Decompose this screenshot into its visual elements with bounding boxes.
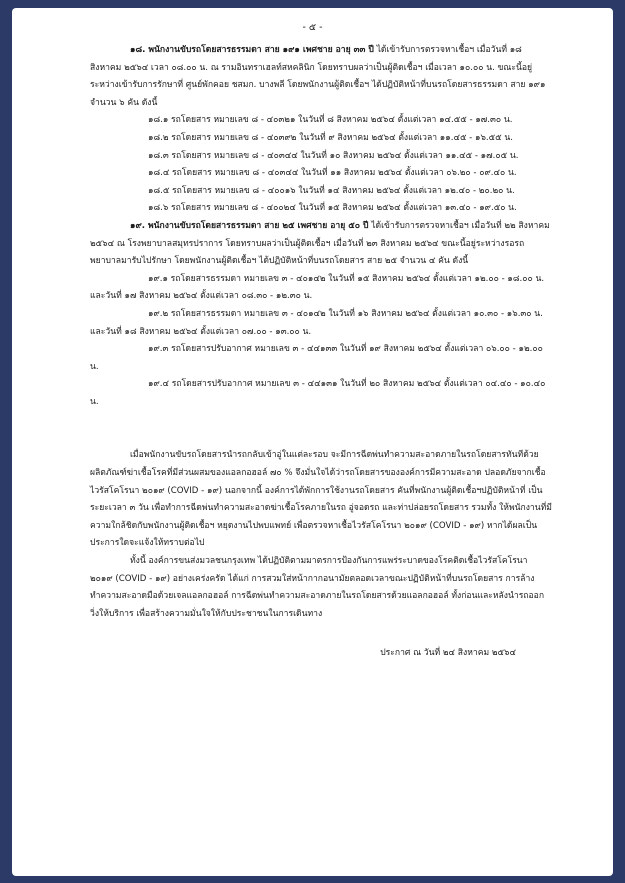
section-18-item: ๑๘.๖ รถโดยสาร หมายเลข ๘ - ๔๐๐๒๔ ในวันที่ ๑๕ สิงหาคม ๒๕๖๔ ตั้งแต่เวลา ๑๓.๔๐ - ๑๙.๕๐ น. [148, 203, 517, 214]
announcement-date: ประกาศ ณ วันที่ ๒๔ สิงหาคม ๒๕๖๔ [380, 648, 516, 659]
section-18-item: ๑๘.๔ รถโดยสาร หมายเลข ๘ - ๔๐๓๔๔ ในวันที่ ๑๑ สิงหาคม ๒๕๖๔ ตั้งแต่เวลา ๐๖.๒๐ - ๐๙.๔๐ น. [148, 168, 517, 179]
measures-paragraph: ทั้งนี้ องค์การขนส่งมวลชนกรุงเทพ ได้ปฏิบัติตามมาตรการป้องกันการแพร่ระบาดของโรคติดเชื้อไวรัสโคโรนา ๒๐๑๙ (COVID - ๑๙) อย่างเคร่งครัด ได้แก่ การสวมใส่หน้ากากอนามัยตลอดเวลาขณะปฏิบัติหน้าที่บนรถโดยสาร การล้างทำความสะอาดมือด้วยเจลแอลกอฮอล์ การฉีดพ่นทำความสะอาดภายในรถโดยสารด้วยแอลกอฮอล์ ทั้งก่อนและหลังนำรถออกวิ่งให้บริการ เพื่อสร้างความมั่นใจให้กับประชาชนในการเดินทาง [90, 556, 545, 619]
section-18-item: ๑๘.๑ รถโดยสาร หมายเลข ๘ - ๔๐๓๒๑ ในวันที่ ๘ สิงหาคม ๒๕๖๔ ตั้งแต่เวลา ๑๔.๕๕ - ๑๗.๓๐ น. [148, 115, 513, 126]
section-18-heading: ๑๘. พนักงานขับรถโดยสารธรรมดา สาย ๑๙๑ เพศชาย อายุ ๓๓ ปี [130, 45, 374, 55]
section-19-body: ได้เข้ารับการตรวจหาเชื้อฯ เมื่อวันที่ ๒๒ สิงหาคม ๒๕๖๔ ณ โรงพยาบาลสมุทรปราการ โดยทราบผลว่าเป็นผู้ติดเชื้อฯ เมื่อวันที่ ๒๓ สิงหาคม ๒๕๖๔ ขณะนี้อยู่ระหว่างรอรถพยาบาลมารับไปรักษา โดยพนักงานผู้ติดเชื้อฯ ได้ปฏิบัติหน้าที่บนรถโดยสาร สาย ๒๕ จำนวน ๔ คัน ดังนี้ [90, 220, 550, 267]
section-19-item: ๑๙.๓ รถโดยสารปรับอากาศ หมายเลข ๓ - ๔๔๑๓๓ ในวันที่ ๑๙ สิงหาคม ๒๕๖๔ ตั้งแต่เวลา ๐๖.๐๐ - ๑๒.๐๐ น. [90, 344, 543, 372]
document-page [12, 8, 613, 876]
section-18-intro [90, 42, 552, 112]
section-18-body: ได้เข้ารับการตรวจหาเชื้อฯ เมื่อวันที่ ๑๘ สิงหาคม ๒๕๖๔ เวลา ๐๘.๐๐ น. ณ รามอินทราเฮลท์สหคลินิก โดยทราบผลว่าเป็นผู้ติดเชื้อฯ เมื่อเวลา ๑๐.๐๐ น. ขณะนี้อยู่ระหว่างเข้ารับการรักษาที่ ศูนย์พักคอย ชสมก. บางพลี โดยพนักงานผู้ติดเชื้อฯ ได้ปฏิบัติหน้าที่บนรถโดยสารธรรมดา สาย ๑๙๑ จำนวน ๖ คัน ดังนี้ [90, 45, 546, 108]
spacer [90, 411, 552, 447]
section-19-heading: ๑๙. พนักงานขับรถโดยสารธรรมดา สาย ๒๕ เพศชาย อายุ ๕๐ ปี [130, 220, 369, 231]
page-number: - ๕ - [302, 22, 323, 33]
section-19-intro [90, 218, 552, 271]
section-18-item: ๑๘.๕ รถโดยสาร หมายเลข ๘ - ๔๐๐๑๖ ในวันที่ ๑๔ สิงหาคม ๒๕๖๔ ตั้งแต่เวลา ๑๒.๔๐ - ๒๐.๒๐ น. [148, 185, 515, 196]
document-body [90, 42, 552, 663]
section-18-item: ๑๘.๒ รถโดยสาร หมายเลข ๘ - ๔๐๓๙๒ ในวันที่ ๙ สิงหาคม ๒๕๖๔ ตั้งแต่เวลา ๑๑.๔๕ - ๑๖.๕๕ น. [148, 132, 514, 143]
section-19-item: ๑๙.๒ รถโดยสารธรรมดา หมายเลข ๓ - ๔๐๑๔๒ ในวันที่ ๑๖ สิงหาคม ๒๕๖๔ ตั้งแต่เวลา ๑๐.๓๐ - ๑๖.๓๐ น. และวันที่ ๑๘ สิงหาคม ๒๕๖๔ ตั้งแต่เวลา ๐๗.๐๐ - ๑๓.๐๐ น. [90, 308, 543, 337]
cleaning-paragraph: เมื่อพนักงานขับรถโดยสารนำรถกลับเข้าอู่ในแต่ละรอบ จะมีการฉีดพ่นทำความสะอาดภายในรถโดยสารทันทีด้วยผลิตภัณฑ์ฆ่าเชื้อโรคที่มีส่วนผสมของแอลกอฮอล์ ๗๐ % จึงมั่นใจได้ว่ารถโดยสารขององค์การมีความสะอาด ปลอดภัยจากเชื้อไวรัสโคโรนา ๒๐๑๙ (COVID - ๑๙) นอกจากนี้ องค์การได้พักการใช้งานรถโดยสาร คันที่พนักงานผู้ติดเชื้อฯปฏิบัติหน้าที่ เป็นระยะเวลา ๓ วัน เพื่อทำการฉีดพ่นทำความสะอาดฆ่าเชื้อโรคภายในรถ อู่จอดรถ และท่าปล่อยรถโดยสาร รวมทั้ง ให้พนักงานที่มีความใกล้ชิดกับพนักงานผู้ติดเชื้อฯ หยุดงานไปพบแพทย์ เพื่อตรวจหาเชื้อไวรัสโคโรนา ๒๐๑๙ (COVID - ๑๙) หากได้ผลเป็นประการใดจะแจ้งให้ทราบต่อไป [90, 450, 552, 549]
section-19-item: ๑๙.๔ รถโดยสารปรับอากาศ หมายเลข ๓ - ๔๔๑๓๑ ในวันที่ ๒๐ สิงหาคม ๒๕๖๔ ตั้งแต่เวลา ๐๔.๔๐ - ๑๐.๔๐ น. [90, 379, 546, 407]
section-18-item: ๑๘.๓ รถโดยสาร หมายเลข ๘ - ๔๐๓๔๔ ในวันที่ ๑๐ สิงหาคม ๒๕๖๔ ตั้งแต่เวลา ๑๑.๔๕ - ๑๗.๐๕ น. [148, 150, 519, 161]
section-19-item: ๑๙.๑ รถโดยสารธรรมดา หมายเลข ๓ - ๔๐๑๔๒ ในวันที่ ๑๕ สิงหาคม ๒๕๖๔ ตั้งแต่เวลา ๑๒.๐๐ - ๑๘.๐๐ น. และวันที่ ๑๗ สิงหาคม ๒๕๖๔ ตั้งแต่เวลา ๐๘.๓๐ - ๑๒.๓๐ น. [90, 273, 545, 302]
